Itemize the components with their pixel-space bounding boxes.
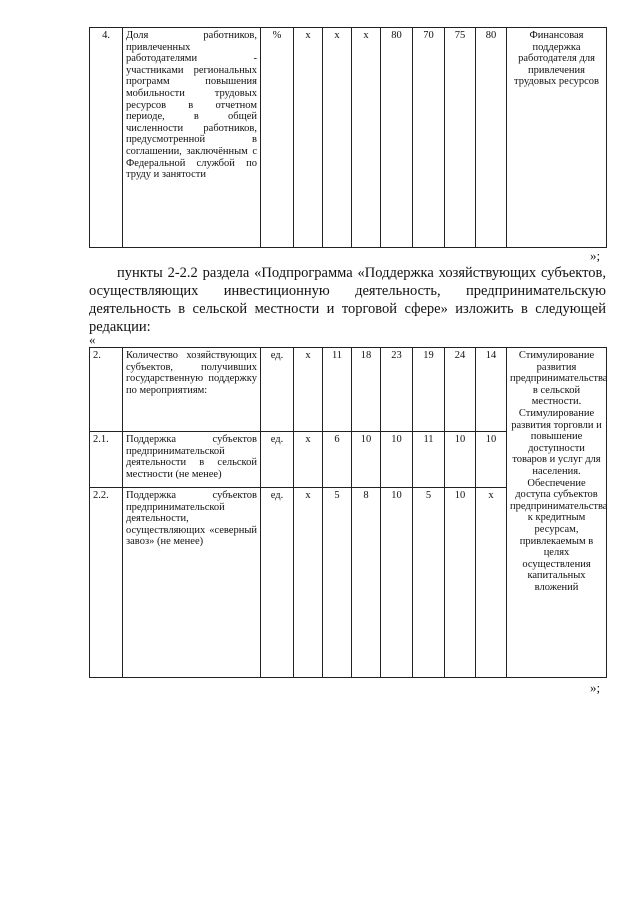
- value-cell: х: [323, 28, 352, 248]
- measure-note: Финансовая поддержка работодателя для привлечения трудовых ресурсов: [507, 28, 607, 248]
- value-cell: 10: [445, 432, 476, 488]
- closing-quote: »;: [590, 248, 601, 263]
- value-cell: 5: [413, 488, 445, 678]
- value-cell: х: [476, 488, 507, 678]
- value-cell: 80: [476, 28, 507, 248]
- indicator-name: Доля работников, привлеченных работодателями - участниками региональных программ повышения мобильности трудовых ресурсов в отчетном периоде, в общей численности работников, предусмотренной в соглашении, заключённым с Федеральной службой по труду и занятости: [123, 28, 261, 248]
- unit-cell: ед.: [261, 348, 294, 432]
- value-cell: 14: [476, 348, 507, 432]
- indicator-table-2: [89, 347, 607, 678]
- value-cell: х: [294, 488, 323, 678]
- value-cell: 24: [445, 348, 476, 432]
- value-cell: 23: [381, 348, 413, 432]
- amendment-paragraph: пункты 2-2.2 раздела «Подпрограмма «Поддержка хозяйствующих субъектов, осуществляющих инвестиционную деятельность, предпринимательскую деятельность в сельской местности и торговой сфере» изложить в следующей редакции:: [89, 265, 606, 335]
- table-row: [90, 28, 607, 248]
- table-row: [90, 348, 607, 432]
- value-cell: 10: [381, 488, 413, 678]
- value-cell: х: [352, 28, 381, 248]
- value-cell: 11: [413, 432, 445, 488]
- value-cell: 75: [445, 28, 476, 248]
- row-number: 2.2.: [90, 488, 123, 678]
- value-cell: 10: [476, 432, 507, 488]
- value-cell: 18: [352, 348, 381, 432]
- value-cell: 70: [413, 28, 445, 248]
- value-cell: 10: [445, 488, 476, 678]
- value-cell: 11: [323, 348, 352, 432]
- value-cell: 10: [381, 432, 413, 488]
- row-number: 4.: [90, 28, 123, 248]
- indicator-name: Поддержка субъектов предпринимательской деятельности в сельской местности (не менее): [123, 432, 261, 488]
- indicator-table-1: [89, 27, 607, 248]
- value-cell: 6: [323, 432, 352, 488]
- indicator-name: Количество хозяйствующих субъектов, получивших государственную поддержку по мероприятиям:: [123, 348, 261, 432]
- value-cell: х: [294, 28, 323, 248]
- measure-note: Стимулирование развития предпринимательства в сельской местности. Стимулирование развития торговли и повышение доступности товаров и услуг для населения. Обеспечение доступа субъектов предпринимательства к кредитным ресурсам, привлекаемым в целях осуществления капитальных вложений: [507, 348, 607, 678]
- value-cell: 8: [352, 488, 381, 678]
- opening-quote: «: [89, 332, 96, 347]
- value-cell: х: [294, 348, 323, 432]
- row-number: 2.1.: [90, 432, 123, 488]
- unit-cell: ед.: [261, 488, 294, 678]
- value-cell: 5: [323, 488, 352, 678]
- unit-cell: %: [261, 28, 294, 248]
- unit-cell: ед.: [261, 432, 294, 488]
- value-cell: 19: [413, 348, 445, 432]
- closing-quote: »;: [590, 680, 601, 695]
- value-cell: 10: [352, 432, 381, 488]
- value-cell: 80: [381, 28, 413, 248]
- value-cell: х: [294, 432, 323, 488]
- row-number: 2.: [90, 348, 123, 432]
- indicator-name: Поддержка субъектов предпринимательской деятельности, осуществляющих «северный завоз» (не менее): [123, 488, 261, 678]
